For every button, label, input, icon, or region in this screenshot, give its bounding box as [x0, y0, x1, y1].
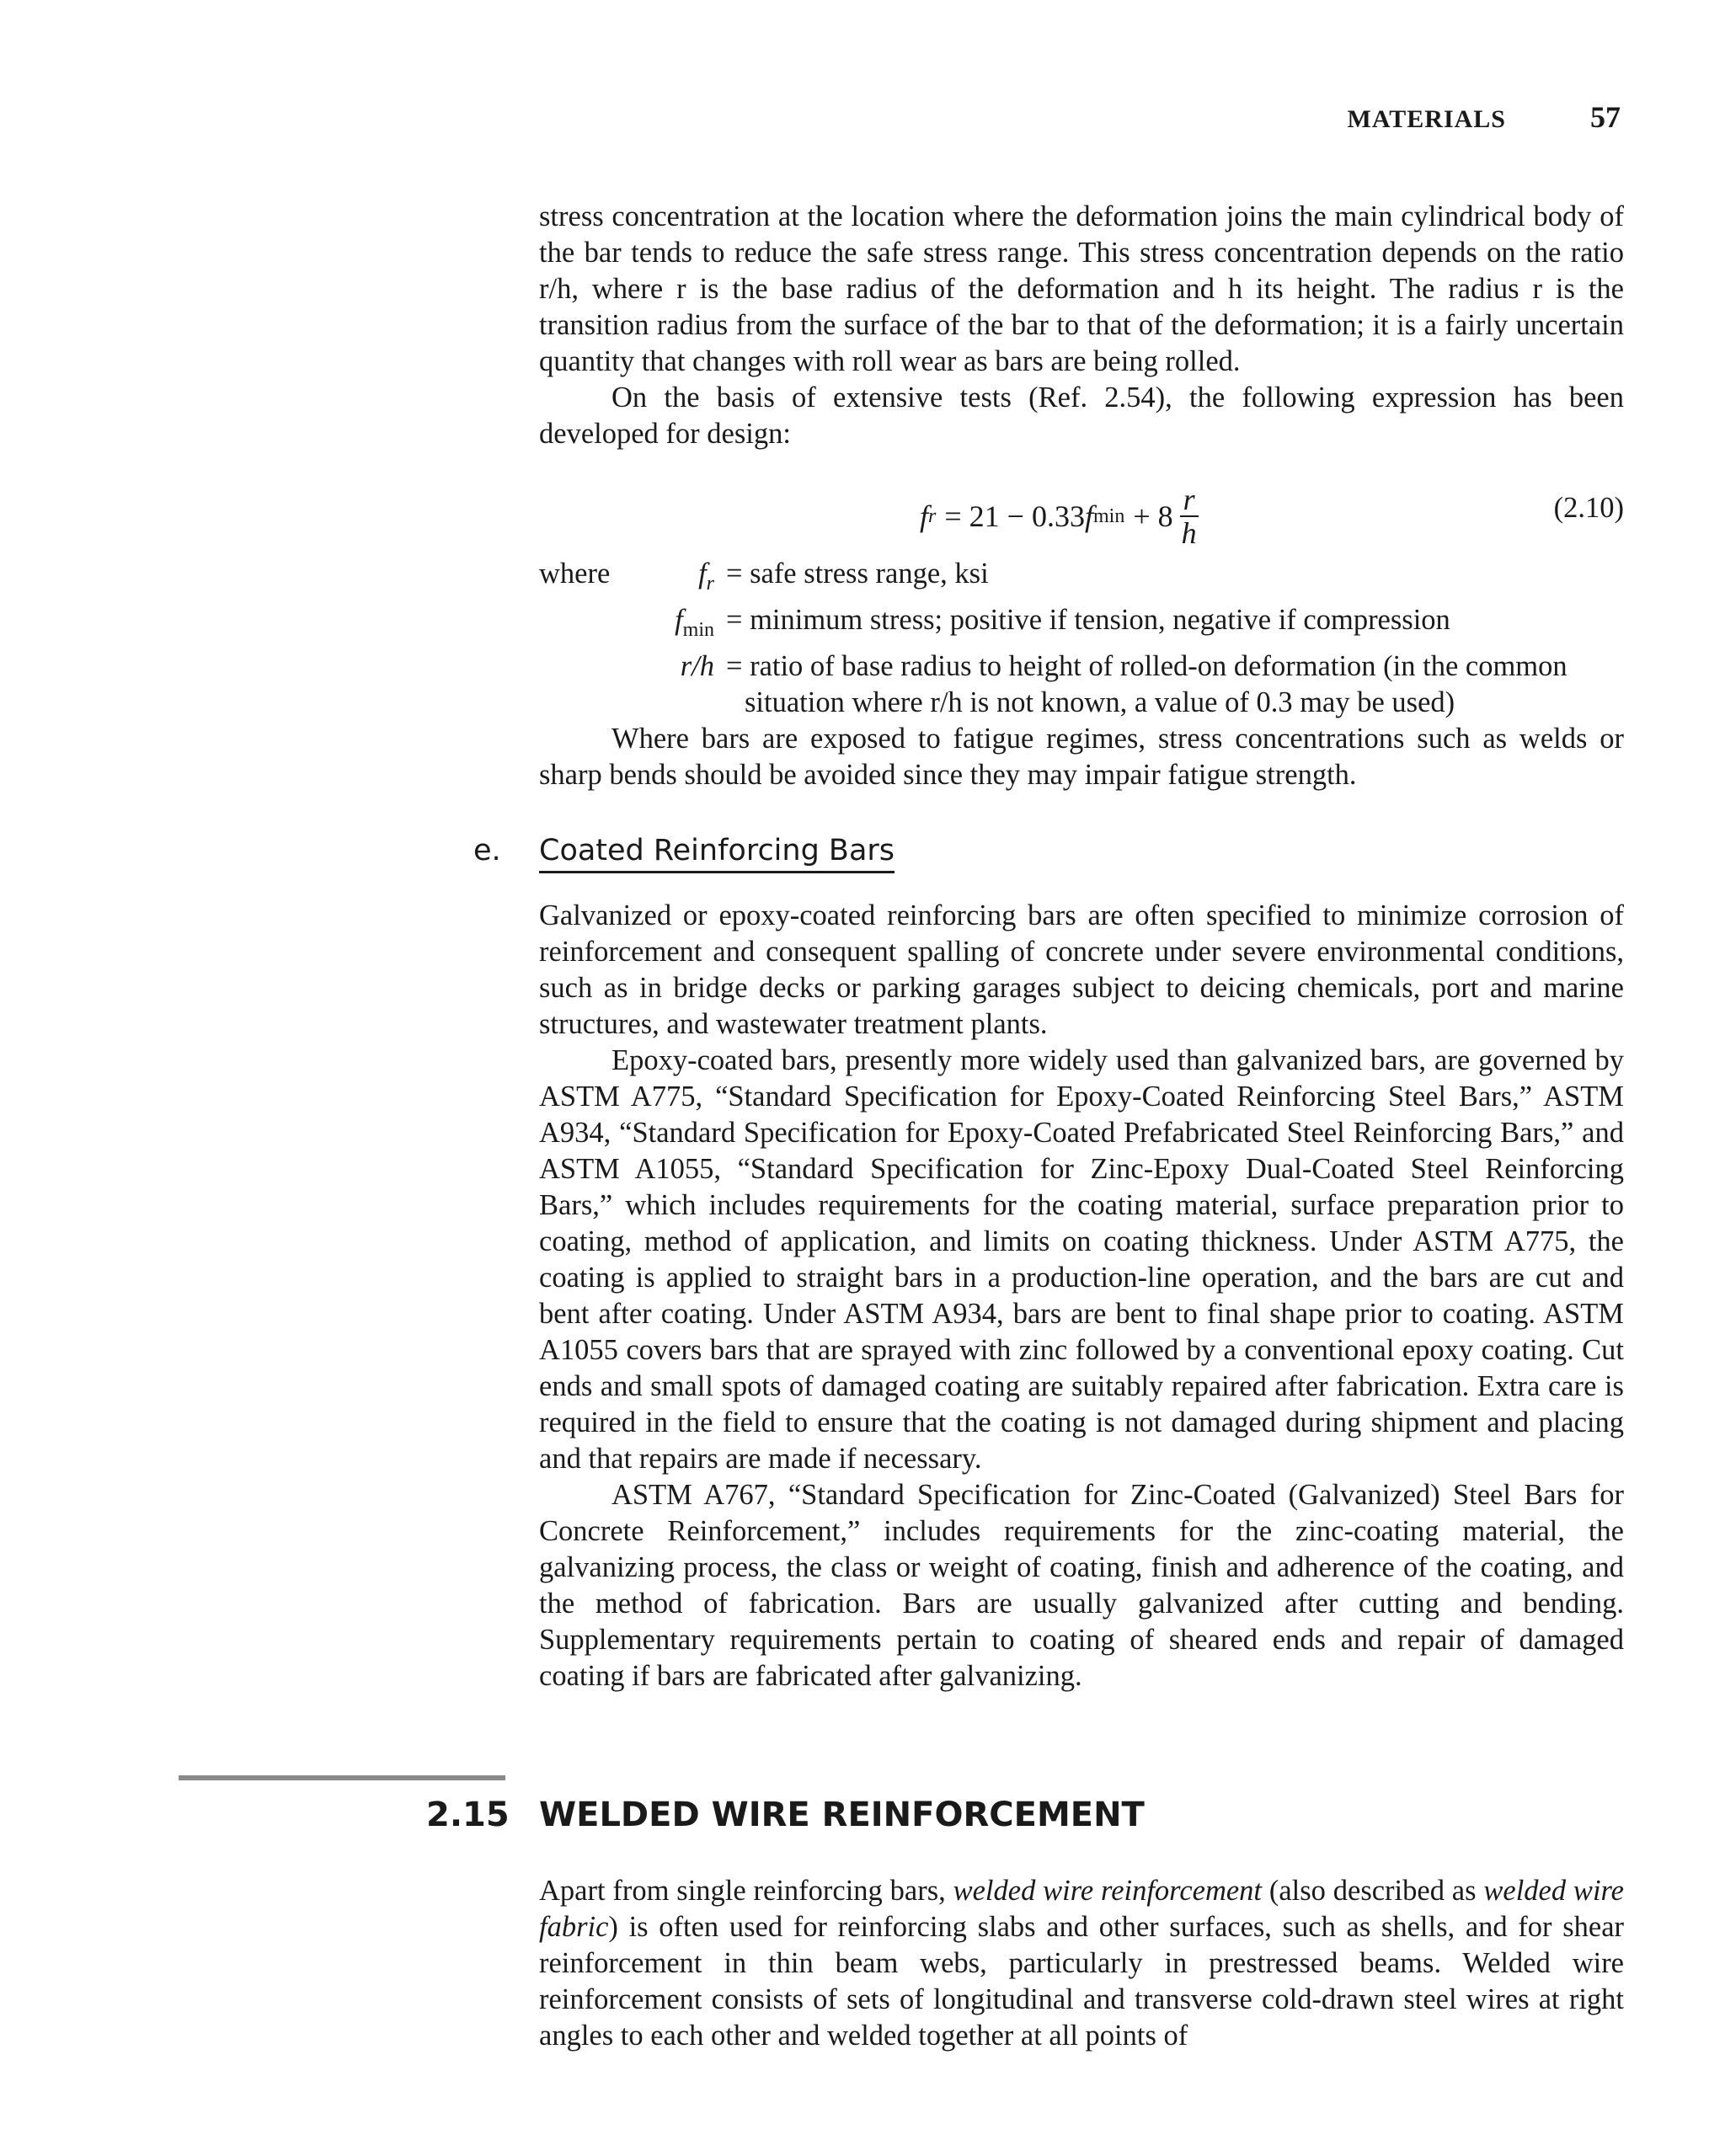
equation-number: (2.10) [1553, 492, 1624, 524]
eq-lhs: f [920, 499, 929, 533]
paragraph: ASTM A767, “Standard Specification for Zinc-Coated (Galvanized) Steel Bars for Concrete Reinforcement,” includes requirements for the zinc-coating material, the galvanizing process, the class or weight of coating, finish and adherence of the coating, and the method of fabrication. Bars are usually galvanized after cutting and bending. Supplementary requirements pertain to coating of sheared ends and repair of damaged coating if bars are fabricated after galvanizing. [539, 1479, 1624, 1692]
eq-tail: + 8 [1133, 499, 1173, 533]
equation-2-10 [539, 473, 1624, 549]
definition-text: = minimum stress; positive if tension, negative if compression [726, 603, 1450, 636]
where-definitions [539, 556, 1624, 721]
definition-row [539, 556, 1624, 602]
eq-rhs: = 21 − 0.33 [944, 499, 1085, 533]
page-number: 57 [1590, 100, 1621, 134]
definition-symbol: r/h [680, 649, 714, 682]
paragraph: stress concentration at the location where the deformation joins the main cylindrical body of the bar tends to reduce the safe stress range. This stress concentration depends on the ratio r/h, where r is the base radius of the deformation and h its height. The radius r is the transition radius from the surface of the bar to that of the deformation; it is a fairly uncertain quantity that changes with roll wear as bars are being rolled. [539, 200, 1624, 377]
section-number: 2.15 [426, 1796, 510, 1834]
subsection-title: Coated Reinforcing Bars [539, 834, 895, 873]
running-header-title: MATERIALS [1347, 105, 1506, 133]
definition-symbol: $f_r$ [698, 558, 714, 595]
definition-row [539, 602, 1624, 648]
definition-text: = ratio of base radius to height of rolled-on deformation (in the common situation where r/h is not known, a value of 0.3 may be used) [726, 649, 1567, 718]
paragraph: On the basis of extensive tests (Ref. 2.54), the following expression has been developed for design: [539, 382, 1624, 450]
paragraph: Epoxy-coated bars, presently more widely used than galvanized bars, are governed by ASTM A775, “Standard Specification for Epoxy-Coated Reinforcing Steel Bars,” ASTM A934, “Standard Specification for Epoxy-Coated Prefabricated Steel Reinforcing Bars,” and ASTM A1055, “Standard Specification for Zinc-Epoxy Dual-Coated Steel Reinforcing Bars,” which includes requirements for the coating material, surface preparation prior to coating, method of application, and limits on coating thickness. Under ASTM A775, the coating is applied to straight bars in a production-line operation, and the bars are cut and bent after coating. Under ASTM A934, bars are bent to final shape prior to coating. ASTM A1055 covers bars that are sprayed with zinc followed by a conventional epoxy coating. Cut ends and small spots of damaged coating are suitably repaired after fabrication. Extra care is required in the field to ensure that the coating is not damaged during shipment and placing and that repairs are made if necessary. [539, 1044, 1624, 1475]
eq-frac-den: h [1181, 516, 1197, 550]
eq-var: f [1084, 499, 1093, 533]
eq-var-sub: min [1092, 504, 1125, 527]
eq-fraction [1180, 483, 1199, 549]
equation-body [920, 483, 1199, 549]
text-block-welded-wire [539, 1873, 1624, 2054]
definition-symbol: $f_{min}$ [675, 603, 714, 641]
subsection-letter: e. [473, 834, 501, 867]
section-title: WELDED WIRE REINFORCEMENT [539, 1796, 1145, 1834]
where-label: where [539, 558, 611, 590]
text-block-coated-bars [539, 898, 1624, 1694]
eq-frac-num: r [1180, 483, 1199, 517]
text-block-fatigue [539, 721, 1624, 793]
paragraph: Where bars are exposed to fatigue regimes, stress concentrations such as welds or sharp bends should be avoided since they may impair fatigue strength. [539, 723, 1624, 791]
definition-row [539, 648, 1624, 721]
definition-text: = safe stress range, ksi [726, 558, 989, 590]
section-rule [179, 1775, 505, 1780]
eq-lhs-sub: r [928, 504, 937, 527]
running-header [1348, 99, 1621, 135]
paragraph: Galvanized or epoxy-coated reinforcing bars are often specified to minimize corrosion of reinforcement and consequent spalling of concrete under severe environmental conditions, such as in bridge decks or parking garages subject to deicing chemicals, port and marine structures, and wastewater treatment plants. [539, 899, 1624, 1040]
text-block-intro [539, 199, 1624, 452]
paragraph: Apart from single reinforcing bars, welded wire reinforcement (also described as welded wire fabric) is often used for reinforcing slabs and other surfaces, such as shells, and for shear reinforcement in thin beam webs, particularly in prestressed beams. Welded wire reinforcement consists of sets of longitudinal and transverse cold-drawn steel wires at right angles to each other and welded together at all points of [539, 1875, 1624, 2052]
